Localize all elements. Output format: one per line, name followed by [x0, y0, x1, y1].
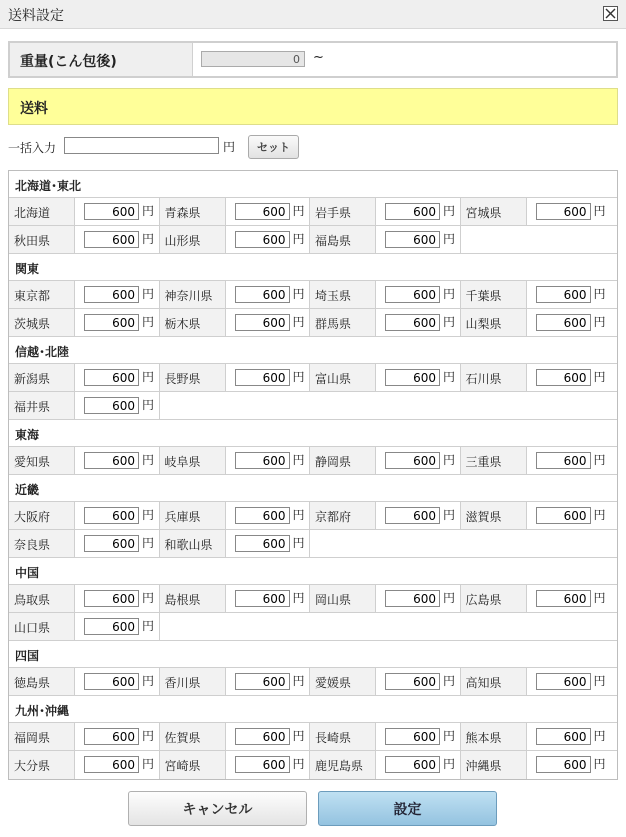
prefecture-row: [9, 447, 617, 475]
weight-range-tilde: ~: [313, 50, 324, 65]
prefecture-cell: [310, 198, 461, 225]
yen-unit: 円: [292, 315, 305, 329]
prefecture-value-area: [226, 309, 310, 336]
shipping-fee-input[interactable]: [84, 314, 139, 331]
prefecture-cell: [160, 723, 311, 750]
empty-cell: [310, 530, 617, 557]
prefecture-row: [9, 585, 617, 613]
prefecture-row: [9, 364, 617, 392]
prefecture-row: [9, 392, 617, 420]
yen-unit: 円: [292, 453, 305, 467]
yen-unit: 円: [443, 315, 456, 329]
prefecture-name: 岐阜県: [160, 447, 226, 474]
shipping-fee-input[interactable]: [84, 203, 139, 220]
prefecture-name: 岡山県: [310, 585, 376, 612]
yen-unit: 円: [443, 232, 456, 246]
prefecture-name: 福岡県: [9, 723, 75, 750]
prefecture-cell: [9, 723, 160, 750]
prefecture-row: [9, 309, 617, 337]
prefecture-value-area: [527, 364, 617, 391]
prefecture-value-area: [376, 447, 460, 474]
shipping-fee-input[interactable]: [385, 231, 440, 248]
shipping-fee-input[interactable]: [536, 728, 591, 745]
prefecture-cell: [310, 751, 461, 779]
prefecture-cell: [461, 198, 617, 225]
prefecture-cell: [160, 585, 311, 612]
yen-unit: 円: [443, 508, 456, 522]
prefecture-value-area: [75, 668, 159, 695]
prefecture-value-area: [75, 447, 159, 474]
prefecture-name: 高知県: [461, 668, 527, 695]
prefecture-cell: [9, 392, 160, 419]
prefecture-value-area: [75, 392, 159, 419]
prefecture-cell: [160, 751, 311, 779]
prefecture-value-area: [226, 585, 310, 612]
yen-unit: 円: [443, 674, 456, 688]
yen-unit: 円: [142, 674, 155, 688]
prefecture-cell: [160, 530, 311, 557]
shipping-fee-input[interactable]: [235, 673, 290, 690]
prefecture-value-area: [376, 668, 460, 695]
prefecture-name: 鳥取県: [9, 585, 75, 612]
yen-unit: 円: [593, 729, 606, 743]
shipping-fee-input[interactable]: [235, 452, 290, 469]
prefecture-cell: [310, 585, 461, 612]
prefecture-name: 宮崎県: [160, 751, 226, 779]
prefecture-value-area: [226, 502, 310, 529]
region-header: 近畿: [9, 475, 617, 502]
bulk-input-row: [8, 135, 618, 161]
yen-unit: 円: [142, 287, 155, 301]
prefecture-value-area: [226, 281, 310, 308]
yen-unit: 円: [593, 287, 606, 301]
shipping-fee-input[interactable]: [536, 203, 591, 220]
yen-unit: 円: [593, 508, 606, 522]
bulk-input-label: 一括入力: [8, 141, 57, 155]
region-header: 信越･北陸: [9, 337, 617, 364]
prefecture-cell: [310, 364, 461, 391]
prefecture-value-area: [226, 723, 310, 750]
prefecture-value-area: [226, 226, 310, 253]
shipping-fee-input[interactable]: [385, 590, 440, 607]
region-header: 中国: [9, 558, 617, 585]
prefecture-cell: [461, 668, 617, 695]
yen-unit: 円: [593, 674, 606, 688]
prefecture-name: 広島県: [461, 585, 527, 612]
prefecture-cell: [160, 198, 311, 225]
shipping-fee-input[interactable]: [235, 286, 290, 303]
shipping-fee-input[interactable]: [536, 314, 591, 331]
prefecture-value-area: [75, 226, 159, 253]
weight-label: 重量(こん包後): [10, 43, 193, 76]
yen-unit: 円: [142, 536, 155, 550]
prefecture-cell: [461, 447, 617, 474]
yen-unit: 円: [292, 757, 305, 771]
prefecture-value-area: [75, 502, 159, 529]
prefecture-value-area: [527, 447, 617, 474]
prefecture-value-area: [75, 364, 159, 391]
yen-unit: 円: [292, 508, 305, 522]
prefecture-value-area: [527, 198, 617, 225]
shipping-fee-input[interactable]: [84, 673, 139, 690]
prefecture-name: 奈良県: [9, 530, 75, 557]
prefecture-name: 長崎県: [310, 723, 376, 750]
shipping-fee-input[interactable]: [84, 286, 139, 303]
prefecture-cell: [160, 668, 311, 695]
prefecture-value-area: [226, 364, 310, 391]
prefecture-name: 和歌山県: [160, 530, 226, 557]
yen-unit: 円: [292, 536, 305, 550]
prefecture-name: 島根県: [160, 585, 226, 612]
shipping-fee-input[interactable]: [385, 286, 440, 303]
yen-unit: 円: [142, 619, 155, 633]
prefecture-value-area: [376, 585, 460, 612]
yen-unit: 円: [443, 757, 456, 771]
prefecture-shipping-table: [8, 170, 618, 780]
prefecture-name: 神奈川県: [160, 281, 226, 308]
shipping-fee-input[interactable]: [385, 369, 440, 386]
prefecture-name: 大阪府: [9, 502, 75, 529]
prefecture-cell: [160, 309, 311, 336]
prefecture-name: 富山県: [310, 364, 376, 391]
prefecture-name: 千葉県: [461, 281, 527, 308]
prefecture-name: 山口県: [9, 613, 75, 640]
yen-unit: 円: [292, 287, 305, 301]
prefecture-name: 香川県: [160, 668, 226, 695]
yen-unit: 円: [142, 508, 155, 522]
prefecture-row: [9, 723, 617, 751]
prefecture-cell: [310, 309, 461, 336]
prefecture-cell: [461, 502, 617, 529]
prefecture-cell: [9, 198, 160, 225]
prefecture-name: 静岡県: [310, 447, 376, 474]
shipping-fee-input[interactable]: [536, 673, 591, 690]
prefecture-value-area: [226, 530, 310, 557]
region-header: 関東: [9, 254, 617, 281]
prefecture-name: 佐賀県: [160, 723, 226, 750]
prefecture-value-area: [527, 751, 617, 779]
yen-unit: 円: [443, 591, 456, 605]
shipping-fee-input[interactable]: [84, 231, 139, 248]
prefecture-name: 群馬県: [310, 309, 376, 336]
prefecture-name: 山形県: [160, 226, 226, 253]
weight-input[interactable]: [201, 51, 305, 67]
shipping-section-header: 送料: [8, 88, 618, 125]
shipping-fee-input[interactable]: [536, 286, 591, 303]
prefecture-name: 愛知県: [9, 447, 75, 474]
shipping-fee-input[interactable]: [536, 590, 591, 607]
shipping-fee-input[interactable]: [536, 756, 591, 773]
prefecture-value-area: [226, 751, 310, 779]
prefecture-cell: [461, 281, 617, 308]
yen-unit: 円: [443, 453, 456, 467]
prefecture-cell: [9, 281, 160, 308]
prefecture-name: 三重県: [461, 447, 527, 474]
prefecture-name: 北海道: [9, 198, 75, 225]
prefecture-cell: [9, 530, 160, 557]
prefecture-cell: [9, 585, 160, 612]
prefecture-value-area: [376, 723, 460, 750]
yen-unit: 円: [142, 453, 155, 467]
shipping-fee-input[interactable]: [385, 728, 440, 745]
prefecture-value-area: [75, 530, 159, 557]
yen-unit: 円: [292, 591, 305, 605]
prefecture-value-area: [527, 668, 617, 695]
prefecture-name: 福島県: [310, 226, 376, 253]
shipping-fee-input[interactable]: [385, 756, 440, 773]
yen-unit: 円: [142, 204, 155, 218]
shipping-fee-input[interactable]: [84, 618, 139, 635]
prefecture-cell: [310, 447, 461, 474]
set-button[interactable]: セット: [248, 135, 299, 159]
close-x-icon[interactable]: [603, 6, 618, 21]
shipping-fee-input[interactable]: [84, 728, 139, 745]
prefecture-row: [9, 668, 617, 696]
prefecture-name: 秋田県: [9, 226, 75, 253]
region-header: 北海道･東北: [9, 171, 617, 198]
submit-button[interactable]: 設定: [318, 791, 497, 826]
prefecture-name: 滋賀県: [461, 502, 527, 529]
prefecture-value-area: [75, 281, 159, 308]
prefecture-row: [9, 751, 617, 779]
prefecture-row: [9, 281, 617, 309]
empty-cell: [160, 392, 618, 419]
shipping-fee-input[interactable]: [235, 590, 290, 607]
shipping-fee-input[interactable]: [235, 203, 290, 220]
prefecture-cell: [160, 226, 311, 253]
yen-unit: 円: [443, 204, 456, 218]
prefecture-name: 愛媛県: [310, 668, 376, 695]
prefecture-value-area: [376, 226, 460, 253]
prefecture-name: 新潟県: [9, 364, 75, 391]
prefecture-value-area: [527, 585, 617, 612]
prefecture-value-area: [376, 281, 460, 308]
yen-unit: 円: [292, 370, 305, 384]
prefecture-cell: [9, 364, 160, 391]
shipping-fee-input[interactable]: [385, 673, 440, 690]
prefecture-row: [9, 530, 617, 558]
yen-unit: 円: [593, 453, 606, 467]
prefecture-cell: [9, 668, 160, 695]
shipping-fee-input[interactable]: [84, 452, 139, 469]
prefecture-value-area: [75, 585, 159, 612]
prefecture-cell: [461, 309, 617, 336]
close-x-icon-glyph: [605, 8, 616, 19]
yen-unit: 円: [292, 729, 305, 743]
shipping-fee-input[interactable]: [235, 756, 290, 773]
prefecture-name: 栃木県: [160, 309, 226, 336]
prefecture-value-area: [376, 198, 460, 225]
prefecture-name: 熊本県: [461, 723, 527, 750]
prefecture-name: 岩手県: [310, 198, 376, 225]
prefecture-value-area: [527, 281, 617, 308]
prefecture-name: 福井県: [9, 392, 75, 419]
prefecture-cell: [9, 751, 160, 779]
weight-value-area: [193, 43, 616, 76]
shipping-fee-input[interactable]: [385, 314, 440, 331]
shipping-fee-input[interactable]: [84, 590, 139, 607]
yen-unit: 円: [142, 729, 155, 743]
prefecture-cell: [310, 502, 461, 529]
shipping-fee-input[interactable]: [385, 203, 440, 220]
prefecture-value-area: [376, 502, 460, 529]
dialog-title: 送料設定: [8, 8, 64, 24]
shipping-fee-input[interactable]: [385, 507, 440, 524]
prefecture-cell: [9, 226, 160, 253]
empty-cell: [160, 613, 618, 640]
yen-unit: 円: [292, 674, 305, 688]
weight-row: [8, 41, 618, 78]
yen-unit: 円: [142, 398, 155, 412]
prefecture-value-area: [75, 613, 159, 640]
prefecture-cell: [310, 226, 461, 253]
prefecture-value-area: [226, 198, 310, 225]
yen-unit: 円: [443, 287, 456, 301]
prefecture-row: [9, 198, 617, 226]
shipping-fee-input[interactable]: [235, 231, 290, 248]
cancel-button[interactable]: キャンセル: [128, 791, 307, 826]
shipping-fee-input[interactable]: [235, 535, 290, 552]
prefecture-value-area: [376, 751, 460, 779]
yen-unit: 円: [593, 757, 606, 771]
yen-unit: 円: [142, 232, 155, 246]
shipping-fee-input[interactable]: [84, 397, 139, 414]
prefecture-name: 東京都: [9, 281, 75, 308]
prefecture-cell: [310, 668, 461, 695]
shipping-fee-input[interactable]: [235, 369, 290, 386]
prefecture-value-area: [75, 309, 159, 336]
prefecture-name: 茨城県: [9, 309, 75, 336]
prefecture-value-area: [226, 447, 310, 474]
prefecture-value-area: [527, 723, 617, 750]
prefecture-value-area: [527, 309, 617, 336]
prefecture-row: [9, 502, 617, 530]
prefecture-name: 埼玉県: [310, 281, 376, 308]
shipping-fee-input[interactable]: [536, 507, 591, 524]
prefecture-cell: [9, 447, 160, 474]
prefecture-name: 京都府: [310, 502, 376, 529]
yen-unit: 円: [142, 370, 155, 384]
prefecture-cell: [310, 281, 461, 308]
prefecture-name: 沖縄県: [461, 751, 527, 779]
prefecture-cell: [310, 723, 461, 750]
prefecture-name: 山梨県: [461, 309, 527, 336]
bulk-input-field[interactable]: [64, 137, 219, 154]
prefecture-cell: [461, 585, 617, 612]
yen-unit: 円: [142, 591, 155, 605]
empty-cell: [461, 226, 617, 253]
prefecture-name: 石川県: [461, 364, 527, 391]
shipping-fee-input[interactable]: [84, 535, 139, 552]
bulk-yen-unit: 円: [223, 140, 236, 154]
yen-unit: 円: [593, 370, 606, 384]
yen-unit: 円: [593, 204, 606, 218]
prefecture-name: 鹿児島県: [310, 751, 376, 779]
yen-unit: 円: [443, 729, 456, 743]
prefecture-name: 兵庫県: [160, 502, 226, 529]
prefecture-name: 大分県: [9, 751, 75, 779]
prefecture-cell: [160, 281, 311, 308]
prefecture-value-area: [75, 723, 159, 750]
prefecture-row: [9, 613, 617, 641]
yen-unit: 円: [593, 315, 606, 329]
shipping-fee-input[interactable]: [385, 452, 440, 469]
prefecture-name: 宮城県: [461, 198, 527, 225]
prefecture-value-area: [376, 309, 460, 336]
shipping-fee-input[interactable]: [84, 507, 139, 524]
prefecture-cell: [9, 502, 160, 529]
prefecture-cell: [9, 613, 160, 640]
shipping-fee-input[interactable]: [235, 507, 290, 524]
prefecture-cell: [160, 364, 311, 391]
shipping-fee-input[interactable]: [536, 452, 591, 469]
prefecture-cell: [9, 309, 160, 336]
prefecture-value-area: [376, 364, 460, 391]
prefecture-value-area: [527, 502, 617, 529]
region-header: 東海: [9, 420, 617, 447]
prefecture-cell: [160, 502, 311, 529]
yen-unit: 円: [292, 232, 305, 246]
prefecture-value-area: [226, 668, 310, 695]
prefecture-name: 徳島県: [9, 668, 75, 695]
shipping-fee-input[interactable]: [235, 728, 290, 745]
shipping-fee-input[interactable]: [84, 369, 139, 386]
prefecture-cell: [461, 751, 617, 779]
region-header: 九州･沖縄: [9, 696, 617, 723]
shipping-fee-input[interactable]: [235, 314, 290, 331]
prefecture-value-area: [75, 751, 159, 779]
yen-unit: 円: [292, 204, 305, 218]
dialog-titlebar: [0, 0, 626, 29]
prefecture-name: 長野県: [160, 364, 226, 391]
shipping-fee-input[interactable]: [536, 369, 591, 386]
prefecture-cell: [461, 364, 617, 391]
yen-unit: 円: [443, 370, 456, 384]
prefecture-row: [9, 226, 617, 254]
shipping-fee-input[interactable]: [84, 756, 139, 773]
yen-unit: 円: [142, 757, 155, 771]
prefecture-cell: [461, 723, 617, 750]
yen-unit: 円: [593, 591, 606, 605]
yen-unit: 円: [142, 315, 155, 329]
prefecture-cell: [160, 447, 311, 474]
region-header: 四国: [9, 641, 617, 668]
prefecture-name: 青森県: [160, 198, 226, 225]
prefecture-value-area: [75, 198, 159, 225]
